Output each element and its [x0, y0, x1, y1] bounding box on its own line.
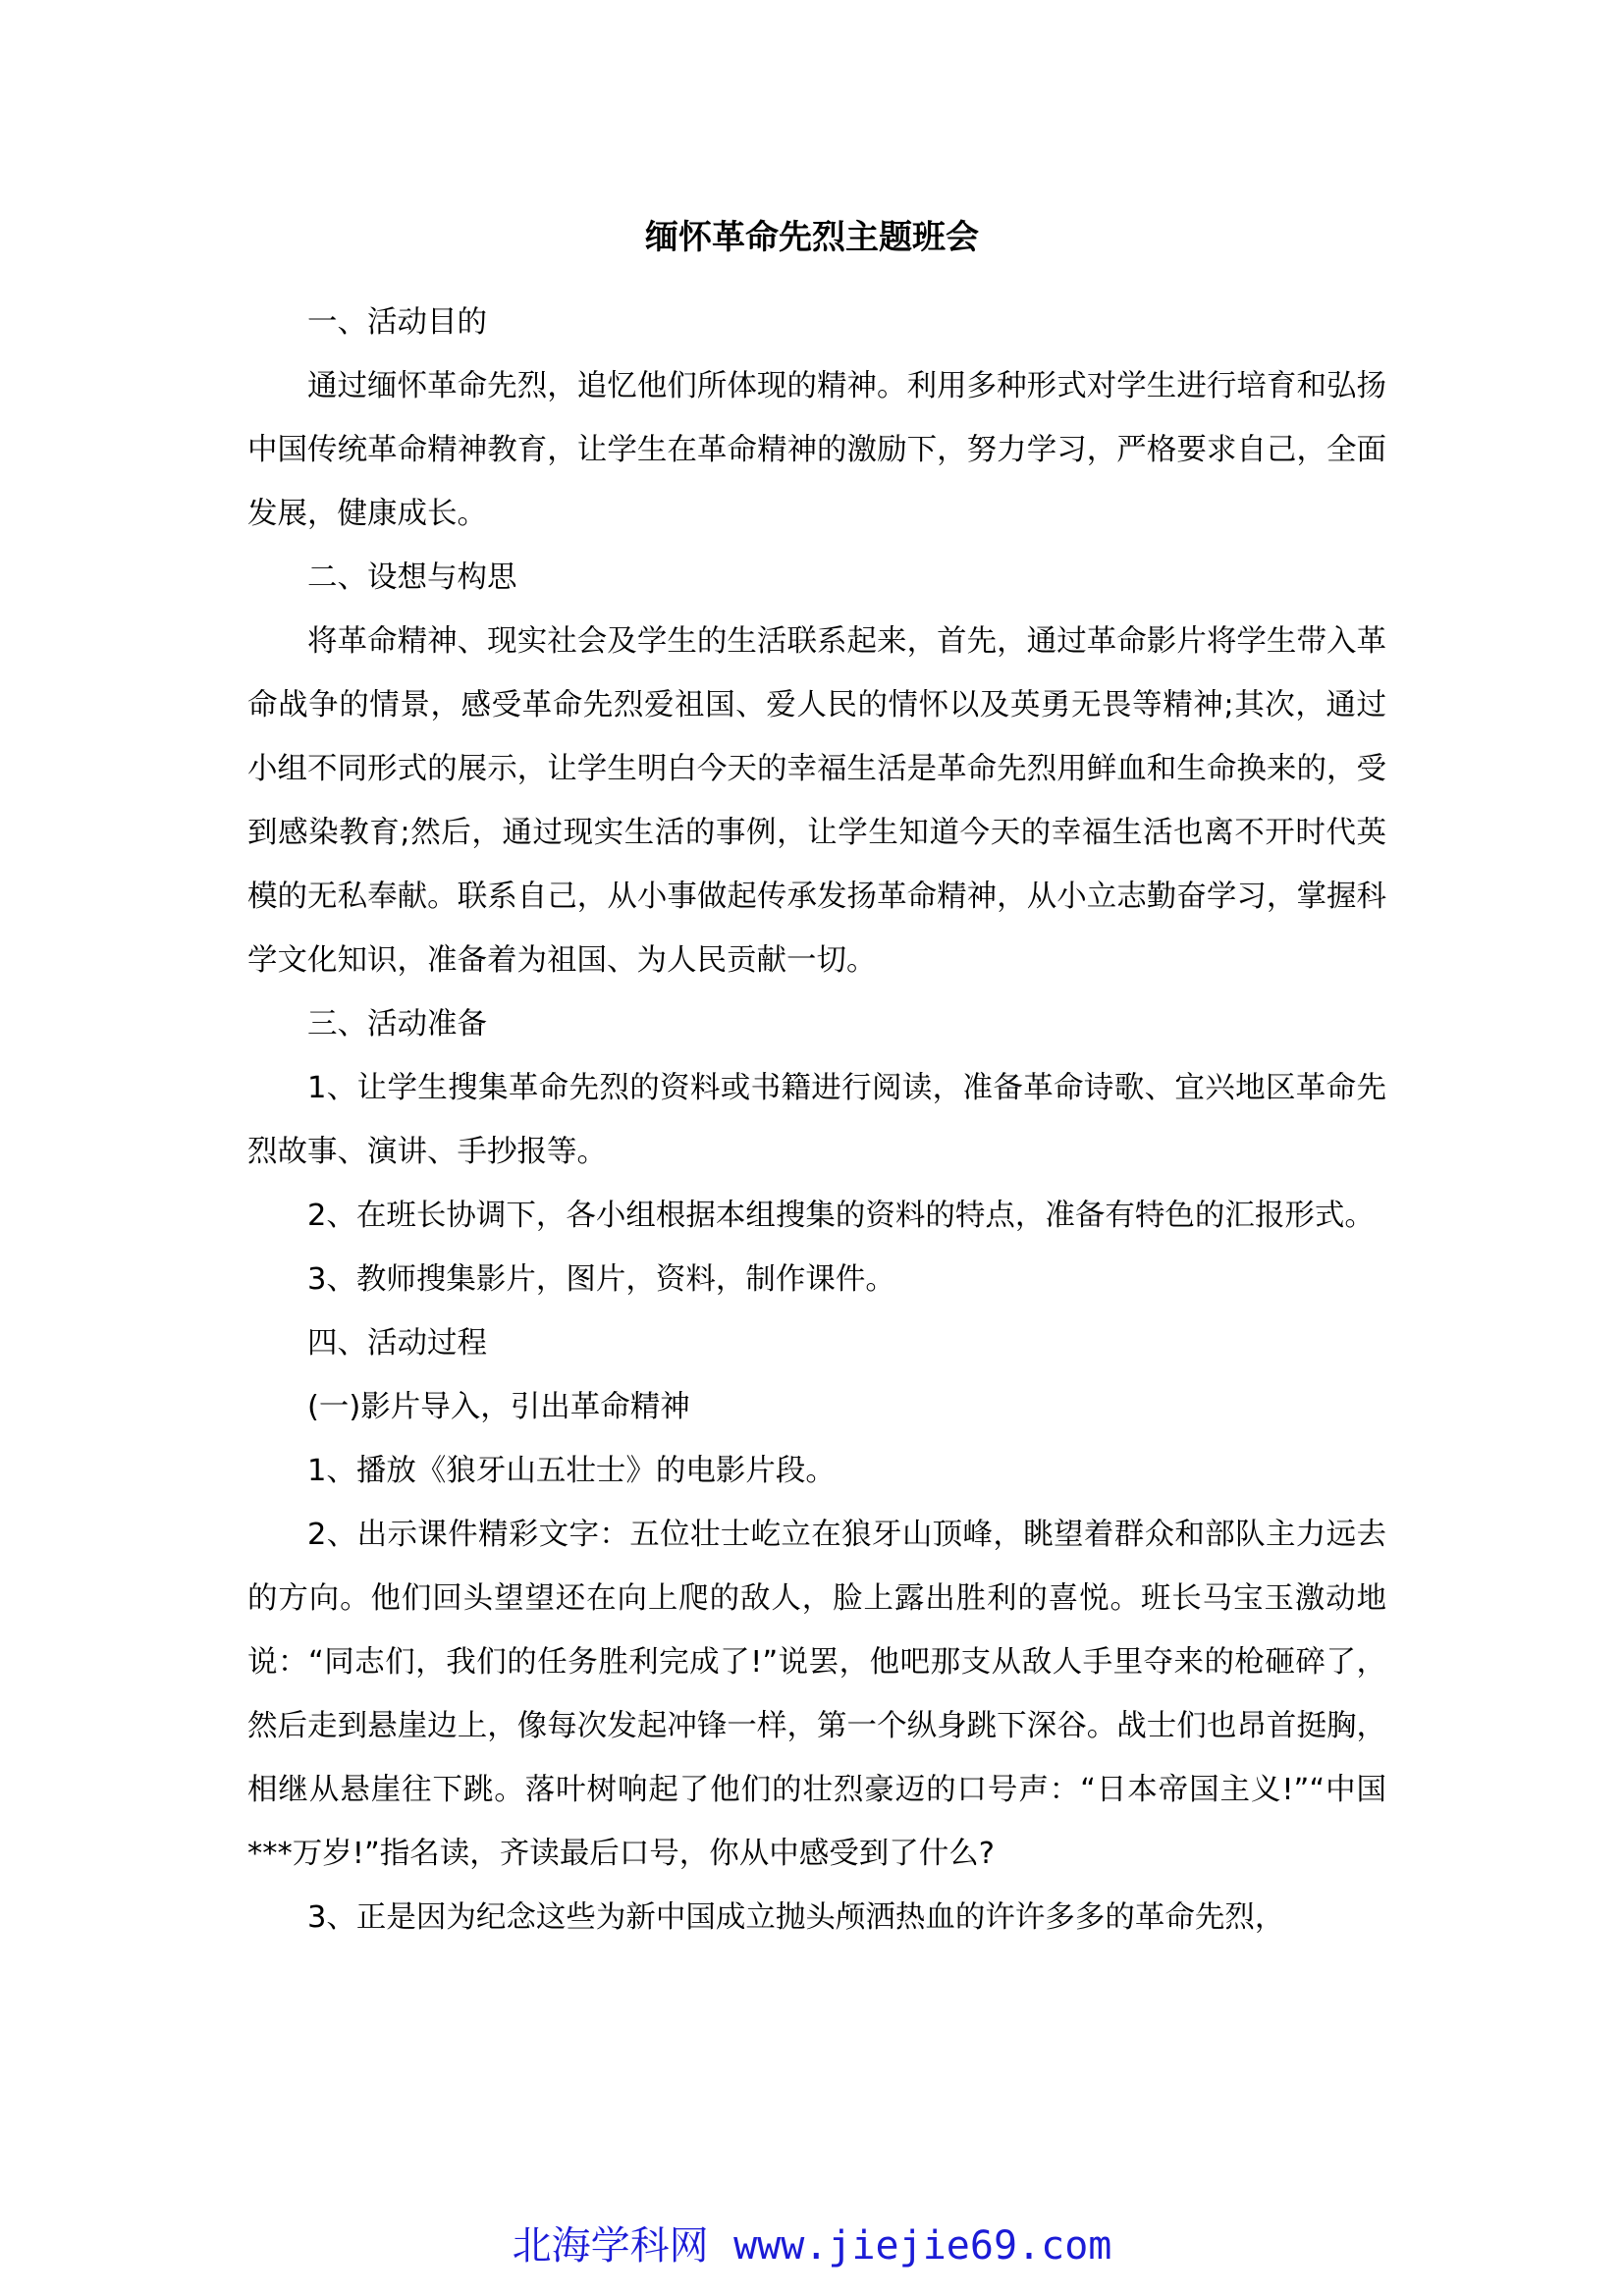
- paragraph-process-1: 1、播放《狼牙山五壮士》的电影片段。: [307, 1454, 836, 1488]
- section-heading-preparation: 三、活动准备: [307, 1007, 487, 1041]
- footer-watermark: [0, 2220, 1624, 2271]
- paragraph-process-2: 2、出示课件精彩文字：五位壮士屹立在狼牙山顶峰，眺望着群众和部队主力远去的方向。他们回头望望还在向上爬的敌人，脸上露出胜利的喜悦。班长马宝玉激动地说：“同志们，我们的任务胜利完成了!”说罢，他吧那支从敌人手里夺来的枪砸碎了，然后走到悬崖边上，像每次发起冲锋一样，第一个纵身跳下深谷。战士们也昂首挺胸，相继从悬崖往下跳。落叶树响起了他们的壮烈豪迈的口号声：“日本帝国主义!”“中国***万岁!”指名读，齐读最后口号，你从中感受到了什么?: [247, 1518, 1386, 1871]
- paragraph-preparation-3: 3、教师搜集影片，图片，资料，制作课件。: [307, 1262, 895, 1297]
- section-heading-concept: 二、设想与构思: [307, 561, 517, 595]
- document-title: 缅怀革命先烈主题班会: [645, 218, 979, 257]
- footer-site-name: 北海学科网: [512, 2223, 709, 2269]
- section-heading-process: 四、活动过程: [307, 1326, 487, 1361]
- paragraph-concept: 将革命精神、现实社会及学生的生活联系起来，首先，通过革命影片将学生带入革命战争的情景，感受革命先烈爱祖国、爱人民的情怀以及英勇无畏等精神;其次，通过小组不同形式的展示，让学生明白今天的幸福生活是革命先烈用鲜血和生命换来的，受到感染教育;然后，通过现实生活的事例，让学生知道今天的幸福生活也离不开时代英模的无私奉献。联系自己，从小事做起传承发扬革命精神，从小立志勤奋学习，掌握科学文化知识，准备着为祖国、为人民贡献一切。: [247, 624, 1386, 978]
- paragraph-preparation-2: 2、在班长协调下，各小组根据本组搜集的资料的特点，准备有特色的汇报形式。: [307, 1199, 1375, 1233]
- paragraph-preparation-1: 1、让学生搜集革命先烈的资料或书籍进行阅读，准备革命诗歌、宜兴地区革命先烈故事、演讲、手抄报等。: [247, 1071, 1386, 1169]
- paragraph-process-3: 3、正是因为纪念这些为新中国成立抛头颅洒热血的许许多多的革命先烈，: [307, 1900, 1285, 1935]
- subheading-film-intro: (一)影片导入，引出革命精神: [307, 1390, 690, 1424]
- document-body: [247, 291, 1386, 1949]
- section-heading-purpose: 一、活动目的: [307, 305, 487, 340]
- footer-site-url: www.jiejie69.com: [733, 2223, 1112, 2269]
- paragraph-purpose: 通过缅怀革命先烈，追忆他们所体现的精神。利用多种形式对学生进行培育和弘扬中国传统革命精神教育，让学生在革命精神的激励下，努力学习，严格要求自己，全面发展，健康成长。: [247, 369, 1386, 531]
